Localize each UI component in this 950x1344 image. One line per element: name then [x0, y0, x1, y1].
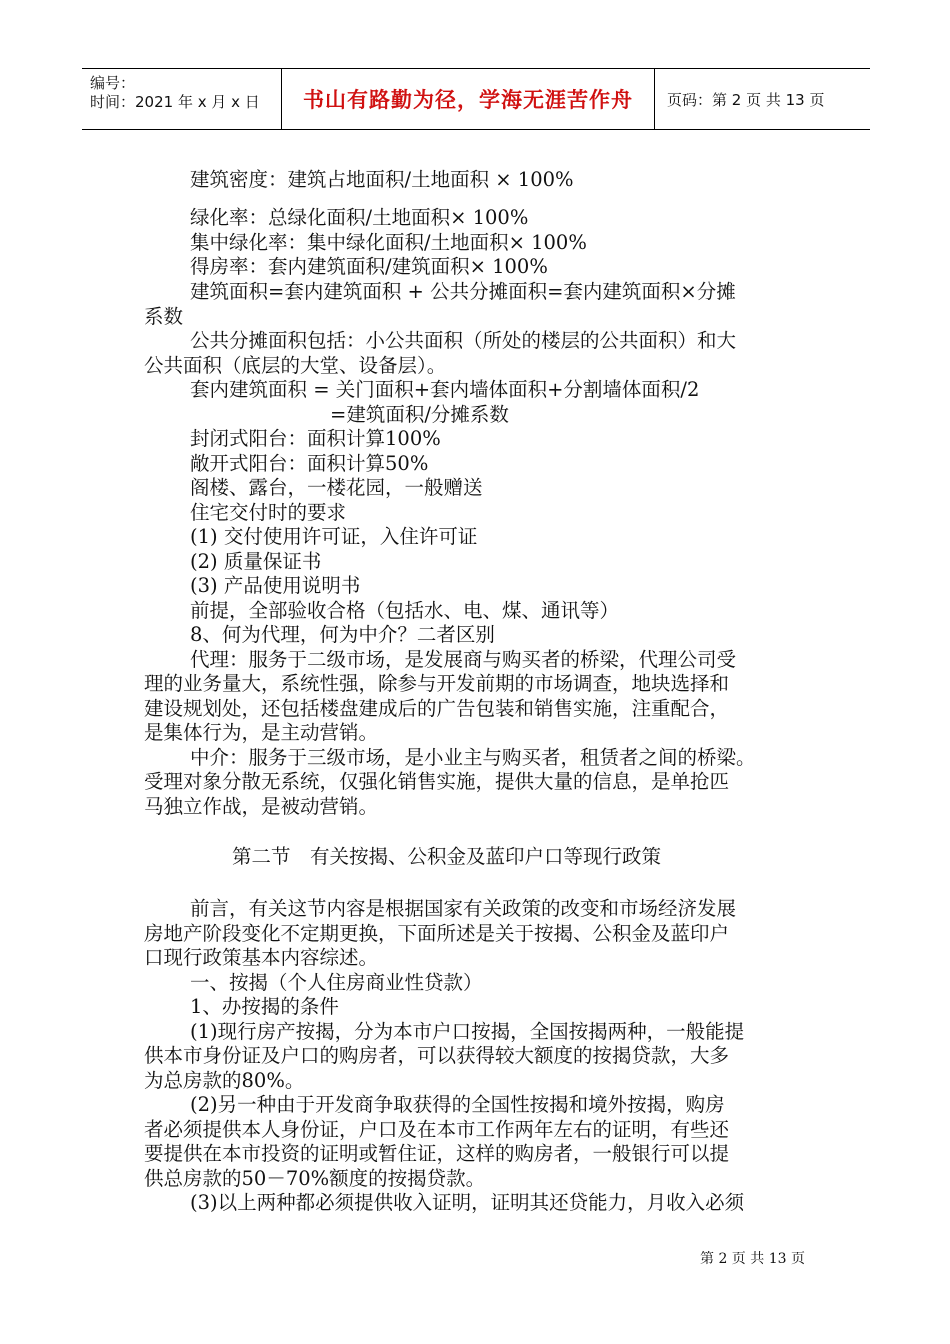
text-line: 房地产阶段变化不定期更换，下面所述是关于按揭、公积金及蓝印户 — [144, 921, 730, 945]
text-line: 建筑面积=套内建筑面积 + 公共分摊面积=套内建筑面积×分摊 — [190, 280, 736, 303]
text-line: (3) 产品使用说明书 — [190, 574, 361, 597]
doc-date: 时间：2021 年 x 月 x 日 — [90, 93, 260, 111]
text-line: 前言，有关这节内容是根据国家有关政策的改变和市场经济发展 — [190, 897, 737, 920]
text-line: 阁楼、露台，一楼花园，一般赠送 — [190, 476, 483, 499]
text-line: 公共面积（底层的大堂、设备层）。 — [144, 353, 447, 377]
text-line: 系数 — [144, 304, 184, 328]
text-line: 要提供在本市投资的证明或暂住证，这样的购房者，一般银行可以提 — [144, 1142, 730, 1165]
text-line: =建筑面积/分摊系数 — [330, 402, 509, 426]
text-line: 者必须提供本人身份证，户口及在本市工作两年左右的证明，有些还 — [144, 1117, 730, 1141]
text-line: 建设规划处，还包括楼盘建成后的广告包装和销售实施，注重配合， — [144, 696, 730, 720]
text-line: 公共分摊面积包括：小公共面积（所处的楼层的公共面积）和大 — [190, 329, 737, 352]
text-line: 前提，全部验收合格（包括水、电、煤、通讯等） — [190, 598, 620, 622]
text-line: 供总房款的50－70%额度的按揭贷款。 — [144, 1166, 486, 1190]
text-line: 代理：服务于二级市场，是发展商与购买者的桥梁，代理公司受 — [190, 647, 737, 671]
doc-number: 编号： — [90, 74, 136, 92]
text-line: (1)现行房产按揭，分为本市户口按揭，全国按揭两种，一般能提 — [190, 1019, 745, 1043]
text-line: 得房率：套内建筑面积/建筑面积× 100% — [190, 255, 548, 278]
header-table — [82, 68, 870, 130]
text-line: 封闭式阳台：面积计算100% — [190, 427, 441, 450]
text-line: 供本市身份证及户口的购房者，可以获得较大额度的按揭贷款，大多 — [144, 1044, 730, 1067]
header-motto: 书山有路勤为径，学海无涯苦作舟 — [282, 69, 655, 129]
section-heading: 第二节 有关按揭、公积金及蓝印户口等现行政策 — [232, 845, 662, 868]
text-line: 理的业务量大，系统性强，除参与开发前期的市场调查，地块选择和 — [144, 672, 730, 695]
text-line: 住宅交付时的要求 — [190, 500, 347, 524]
text-line: 为总房款的80%。 — [144, 1068, 305, 1092]
text-line: (1) 交付使用许可证，入住许可证 — [190, 525, 478, 548]
header-meta — [82, 69, 282, 129]
header-page-number: 页码：第 2 页 共 13 页 — [667, 90, 825, 109]
text-line: 口现行政策基本内容综述。 — [144, 946, 379, 969]
text-line: 一、按揭（个人住房商业性贷款） — [190, 970, 483, 994]
text-line: 绿化率：总绿化面积/土地面积× 100% — [190, 206, 529, 229]
footer-page-number: 第 2 页 共 13 页 — [700, 1251, 805, 1267]
text-line: 套内建筑面积 = 关门面积+套内墙体面积+分割墙体面积/2 — [190, 378, 700, 401]
text-line: (2)另一种由于开发商争取获得的全国性按揭和境外按揭，购房 — [190, 1093, 725, 1116]
text-line: 是集体行为，是主动营销。 — [144, 721, 379, 744]
text-line: 建筑密度：建筑占地面积/土地面积 × 100% — [190, 168, 574, 191]
text-line: 中介：服务于三级市场，是小业主与购买者，租赁者之间的桥梁。 — [190, 745, 756, 769]
text-line: 马独立作战，是被动营销。 — [144, 794, 379, 818]
text-line: 1、办按揭的条件 — [190, 995, 339, 1018]
text-line: 集中绿化率：集中绿化面积/土地面积× 100% — [190, 230, 587, 254]
text-line: 8、何为代理，何为中介？二者区别 — [190, 623, 495, 646]
text-line: (3)以上两种都必须提供收入证明，证明其还贷能力，月收入必须 — [190, 1191, 745, 1214]
text-line: 敞开式阳台：面积计算50% — [190, 451, 429, 475]
text-line: (2) 质量保证书 — [190, 549, 322, 573]
text-line: 受理对象分散无系统，仅强化销售实施，提供大量的信息，是单抢匹 — [144, 770, 730, 793]
